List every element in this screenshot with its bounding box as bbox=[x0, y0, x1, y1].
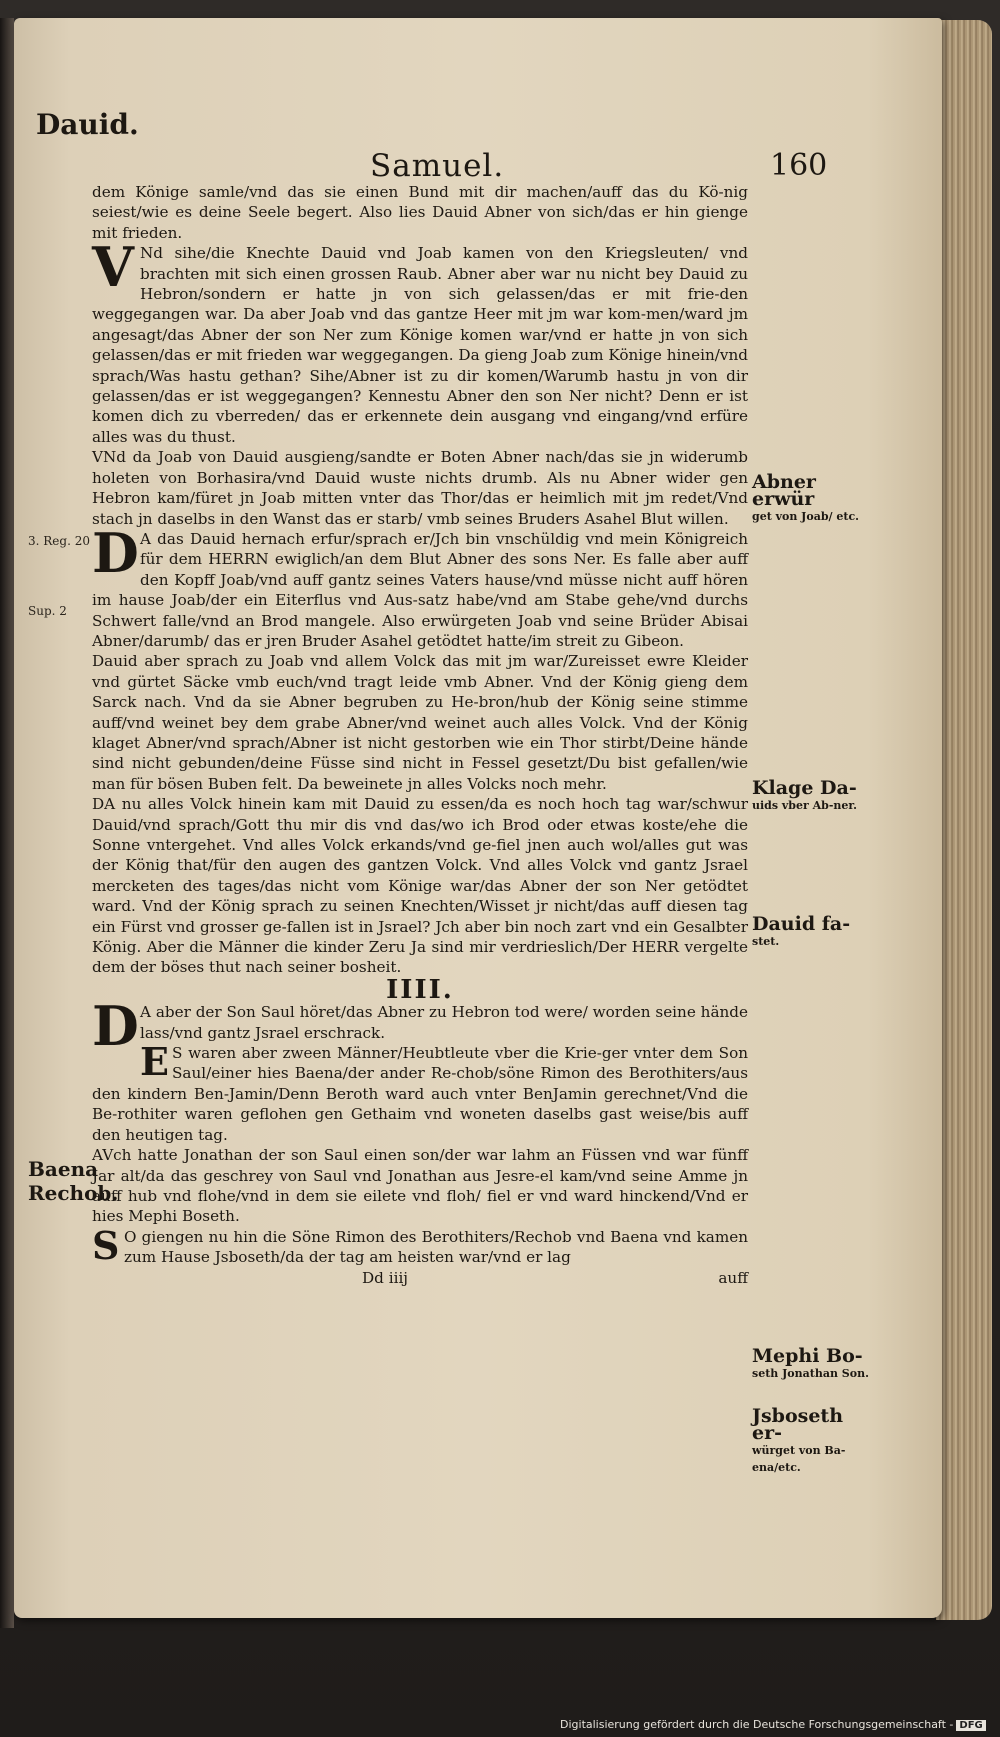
paragraph: dem Könige samle/vnd das sie einen Bund mit dir machen/auff das du Kö-nig seiest/wie es deine Seele begert. Also lies Dauid Abner von sich/das er hin gienge mit frieden. bbox=[92, 183, 748, 242]
margin-note-title: Klage Da- bbox=[752, 777, 857, 799]
margin-note-text: stet. bbox=[752, 935, 780, 948]
initial-letter: E bbox=[140, 1039, 169, 1085]
margin-note-title: Mephi Bo- bbox=[752, 1345, 863, 1367]
margin-name-baena: Baena bbox=[28, 1157, 99, 1181]
digitization-credit bbox=[560, 1718, 986, 1731]
paragraph bbox=[92, 994, 748, 1059]
paragraph-text: O giengen nu hin die Söne Rimon des Berothiters/Rechob vnd Baena vnd kamen zum Hause Jsboseth/da der tag am heisten war/vnd er lag bbox=[124, 1227, 748, 1267]
margin-note-title: Jsboseth er- bbox=[752, 1405, 844, 1444]
book-spine bbox=[0, 18, 14, 1628]
paragraph-text: S waren aber zween Männer/Heubtleute vber die Krie-ger vnter dem Son Saul/einer hies Baena/der ander Re-chob/söne Rimon des Berothiters/aus den kindern Ben-Jamin/Denn Beroth ward auch vnter BenJamin gerechnet/Vnd die Be-rothiter waren geflohen gen Gethaim vnd woneten daselbs gast weise/bis auff den heutigen tag. bbox=[92, 1044, 748, 1144]
running-head-left: Dauid. bbox=[36, 108, 139, 141]
chapter-number: IIII. bbox=[386, 974, 454, 1005]
margin-note-text: uids vber Ab-ner. bbox=[752, 799, 857, 812]
paragraph: DA nu alles Volck hinein kam mit Dauid zu essen/da es noch hoch tag war/schwur Dauid/vnd sprach/Gott thu mir dis vnd das/wo ich Brod oder etwas koste/ehe die Sonne vntergehet. Vnd alles Volck erkands/vnd ge-fiel jnen auch wol/alles gut was der König that/für den augen des gantzen Volck. Vnd alles Volck vnd gantz Jsrael mercketen des tages/das nicht vom Könige war/das Abner der son Ner getödtet ward. Vnd der König sprach zu seinen Knechten/Wisset jr nicht/das auff diesen tag ein Fürst vnd grosser ge-fallen ist in Jsrael? Jch aber bin noch zart vnd ein Gesalbter König. Aber die Männer die kinder Zeru Ja sind mir verdrieslich/Der HERR vergelte dem der böses thut nach seiner bosheit. bbox=[92, 795, 748, 977]
margin-note-text: get von Joab/ etc. bbox=[752, 510, 859, 523]
dfg-logo: DFG bbox=[956, 1720, 985, 1731]
margin-note-isboseth bbox=[752, 1405, 872, 1476]
paragraph bbox=[92, 1222, 748, 1268]
drop-capital: D bbox=[92, 520, 139, 585]
margin-note-klage bbox=[752, 777, 872, 814]
ornamental-initial: D bbox=[92, 994, 139, 1059]
margin-name-rechob: Rechob. bbox=[28, 1181, 119, 1205]
margin-note-text: seth Jonathan Son. bbox=[752, 1367, 869, 1380]
paragraph: Dauid aber sprach zu Joab vnd allem Volck das mit jm war/Zureisset ewre Kleider vnd gürtet Säcke vmb euch/vnd tragt leide vmb Abner. Vnd der König gieng dem Sarck nach. Vnd da sie Abner begruben zu He-bron/hub der König seine stimme auff/vnd weinet bey dem grabe Abner/vnd weinet auch alles Volck. Vnd der König klaget Abner/vnd sprach/Abner ist nicht gestorben wie ein Thor stirbt/Deine hände sind nicht gebunden/deine Füsse sind nicht in Fessel gesetzt/Du bist gefallen/wie man für bösen Buben felt. Da beweinete jn alles Volcks noch mehr. bbox=[92, 652, 748, 793]
paragraph bbox=[92, 1039, 748, 1145]
folio-number: 160 bbox=[770, 148, 828, 183]
running-head-title: Samuel. bbox=[370, 148, 505, 184]
drop-capital: V bbox=[92, 235, 134, 300]
margin-note-text: würget von Ba-ena/etc. bbox=[752, 1444, 846, 1474]
margin-note-abner bbox=[752, 471, 872, 525]
initial-letter: S bbox=[92, 1222, 120, 1268]
page-edges bbox=[936, 20, 992, 1620]
paragraph-text: A aber der Son Saul höret/das Abner zu Hebron tod were/ worden seine hände lass/vnd gantz Jsrael erschrack. bbox=[140, 1003, 748, 1042]
paragraph: VNd da Joab von Dauid ausgieng/sandte er Boten Abner nach/das sie jn widerumb holeten von Borhasira/vnd Dauid wuste nichts drumb. Als nu Abner wider gen Hebron kam/füret jn Joab mitten vnter das Thor/das er heimlich mit jm redet/Vnd stach jn daselbs in den Wanst das er starb/ vmb seines Bruders Asahel Blut willen. bbox=[92, 448, 748, 528]
credit-text: Digitalisierung gefördert durch die Deutsche Forschungsgemeinschaft - bbox=[560, 1718, 954, 1731]
margin-reference: Sup. 2 bbox=[28, 604, 67, 618]
margin-note-mephiboseth bbox=[752, 1345, 872, 1382]
paragraph bbox=[92, 235, 748, 447]
signature-mark: Dd iiij bbox=[362, 1268, 409, 1287]
margin-note-title: Dauid fa- bbox=[752, 913, 851, 935]
paragraph-text: A das Dauid hernach erfur/sprach er/Jch bin vnschüldig vnd mein Königreich für dem HERRN ewiglich/an dem Blut Abner des sons Ner. Es falle aber auff den Kopff Joab/vnd auff gantz seines Vaters hause/vnd müsse nicht auff hören im hause Joab/der ein Eiterflus vnd Aus-satz habe/vnd am Stabe gehe/vnd durchs Schwert falle/vnd an Brod mangele. Also erwürgeten Joab vnd seine Brüder Abisai Abner/darumb/ das er jren Bruder Asahel getödtet hatte/im streit zu Gibeon. bbox=[92, 529, 748, 650]
paragraph bbox=[92, 520, 748, 651]
main-text-column bbox=[92, 182, 748, 1290]
paragraph: AVch hatte Jonathan der son Saul einen son/der war lahm an Füssen vnd war fünff Jar alt/da das geschrey von Saul vnd Jonathan aus Jesre-el kam/vnd seine Amme jn auff hub vnd flohe/vnd in dem sie eilete vnd floh/ fiel er vnd ward hinckend/Vnd er hies Mephi Boseth. bbox=[92, 1146, 748, 1226]
margin-note-dauid bbox=[752, 913, 872, 950]
margin-note-title: Abner erwür bbox=[752, 471, 816, 510]
catchword: auff bbox=[718, 1268, 748, 1287]
margin-reference: 3. Reg. 20 bbox=[28, 534, 90, 548]
paragraph-text: Nd sihe/die Knechte Dauid vnd Joab kamen von den Kriegsleuten/ vnd brachten mit sich einen grossen Raub. Abner aber war nu nicht bey Dauid zu Hebron/sondern er hatte jn von sich gelassen/das er mit frie-den weggegangen war. Da aber Joab vnd das gantze Heer mit jm war kom-men/ward jm angesagt/das Abner der son Ner zum Könige komen war/vnd er hatte jn von sich gelassen/das er mit frieden war weggegangen. Da gieng Joab zum Könige hinein/vnd sprach/Was hastu gethan? Sihe/Abner ist zu dir komen/Warumb hastu jn von dir gelassen/das er ist weggegangen? Kennestu Abner den son Ner nicht? Denn er ist komen dich zu vberreden/ das er erkennete dein ausgang vnd eingang/vnd erfüre alles was du thust. bbox=[92, 244, 748, 446]
signature-line bbox=[92, 1268, 748, 1290]
